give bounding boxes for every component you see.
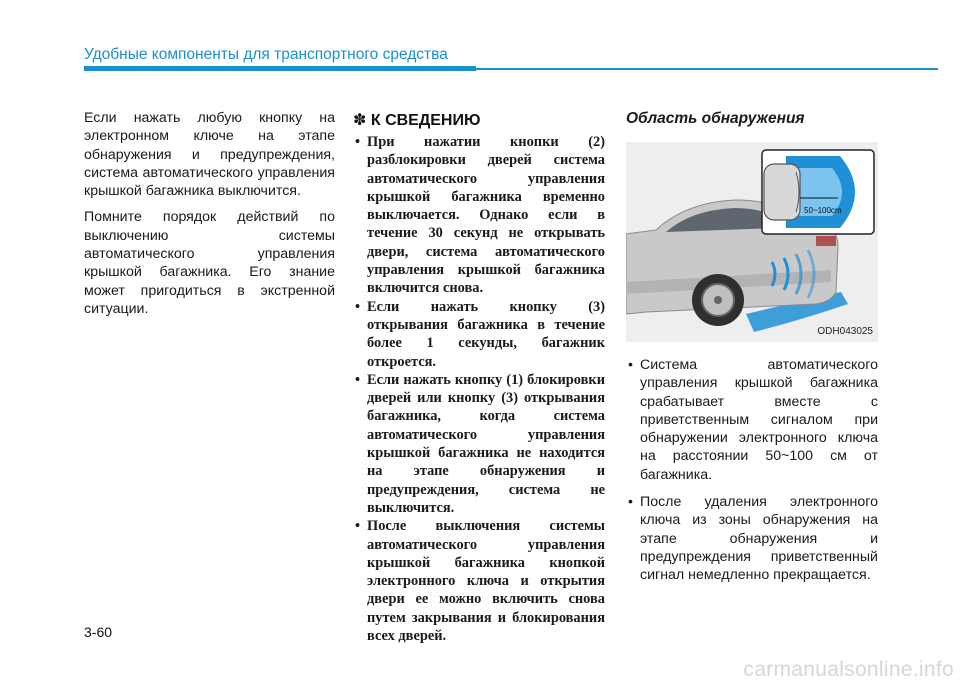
notice-symbol-icon: ✽ xyxy=(353,112,367,129)
header-rule-thin xyxy=(476,68,938,70)
notice-heading xyxy=(353,110,605,130)
detection-item-1: • Система автоматического управления крышкой багажника срабатывает вместе с приветственным сигналом при обнаружении электронного ключа на расстоянии 50~100 см от багажника. xyxy=(626,356,878,484)
notice-item-4: • После выключения системы автоматического управления крышкой багажника кнопкой электронного ключа и открытия двери ее можно включить снова путем закрывания и блокирования всех дверей. xyxy=(353,517,605,645)
left-column xyxy=(84,109,335,326)
left-paragraph-1: Если нажать любую кнопку на электронном ключе на этапе обнаружения и предупреждения, система автоматического управления крышкой багажника выключится. xyxy=(84,110,335,200)
detection-figure xyxy=(626,142,878,342)
header-rule-thick xyxy=(84,66,476,71)
figure-code: ODH043025 xyxy=(817,326,873,337)
notice-item-3: • Если нажать кнопку (1) блокировки дверей или кнопку (3) открывания багажника, когда система автоматического управления крышкой багажника не находится на этапе обнаружения и предупреждения, система не выключится. xyxy=(353,371,605,517)
notice-title: К СВЕДЕНИЮ xyxy=(370,112,481,129)
notice-item-2: • Если нажать кнопку (3) открывания багажника в течение более 1 секунды, багажник откроется. xyxy=(353,298,605,371)
page-number: 3-60 xyxy=(84,624,113,640)
section-header-title: Удобные компоненты для транспортного средства xyxy=(84,46,448,63)
detection-distance-label: 50~100cm xyxy=(804,206,842,215)
detection-column xyxy=(626,110,878,594)
left-paragraph-2: Помните порядок действий по выключению системы автоматического управления крышкой багажника. Его знание может пригодиться в экстренной ситуации. xyxy=(84,209,335,317)
notice-list xyxy=(353,133,605,645)
notice-item-1: • При нажатии кнопки (2) разблокировки дверей система автоматического управления крышкой багажника временно выключается. Однако если в течение 30 секунд не открывать двери, система автоматического управления крышкой багажника включится снова. xyxy=(353,133,605,298)
detection-item-2: • После удаления электронного ключа из зоны обнаружения на этапе обнаружения и предупреждения приветственный сигнал немедленно прекращается. xyxy=(626,493,878,584)
inset-car-rear-icon xyxy=(764,164,800,220)
detection-list xyxy=(626,356,878,585)
detection-title: Область обнаружения xyxy=(626,110,805,127)
watermark: carmanualsonline.info xyxy=(743,658,954,681)
notice-column xyxy=(353,110,605,645)
car-taillight-icon xyxy=(816,236,836,246)
